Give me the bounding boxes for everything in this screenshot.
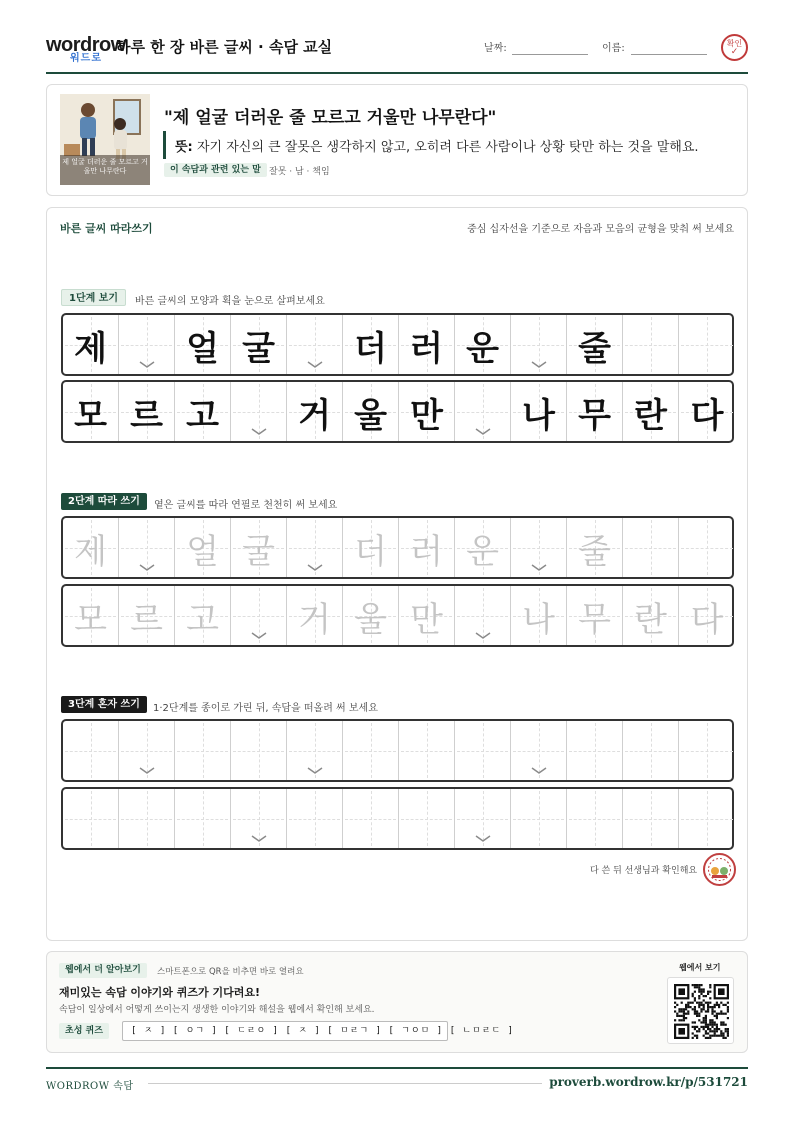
footer-brand: WORDROW 속담	[46, 1081, 134, 1092]
grid-char: 굴	[242, 329, 275, 369]
space-chevron-icon	[138, 361, 156, 369]
grid-cell[interactable]	[343, 789, 399, 848]
grid-cell[interactable]	[175, 721, 231, 780]
grid-cell	[63, 315, 119, 374]
grid-cell[interactable]	[287, 721, 343, 780]
grid-cell	[511, 315, 567, 374]
grid-char: 러	[410, 532, 443, 572]
grid-cell[interactable]	[119, 721, 175, 780]
step1-desc: 바른 글씨의 모양과 획을 눈으로 살펴보세요	[135, 296, 325, 307]
space-chevron-icon	[530, 767, 548, 775]
quiz-box: [ ㅈ ] [ ㅇㄱ ] [ ㄷㄹㅇ ] [ ㅈ ] [ ㅁㄹㄱ ] [ ㄱㅇㅁ ] [ ㄴㅁㄹㄷ ]	[122, 1021, 448, 1041]
grid-char: 란	[634, 396, 667, 436]
page-title: 하루 한 장 바른 글씨 · 속담 교실	[116, 38, 333, 56]
proverb-card	[46, 84, 748, 196]
grid-cell[interactable]	[287, 789, 343, 848]
writing-row[interactable]	[61, 516, 734, 579]
grid-cell[interactable]	[623, 586, 679, 645]
grid-cell	[455, 382, 511, 441]
web-headline: 재미있는 속담 이야기와 퀴즈가 기다려요!	[59, 986, 260, 999]
space-chevron-icon	[306, 767, 324, 775]
grid-char: 고	[186, 396, 219, 436]
grid-char: 무	[578, 396, 611, 436]
space-chevron-icon	[306, 564, 324, 572]
grid-char: 나	[522, 396, 555, 436]
grid-char: 거	[298, 600, 331, 640]
teacher-stamp-icon	[703, 853, 736, 886]
grid-cell[interactable]	[119, 518, 175, 577]
footer-url[interactable]: proverb.wordrow.kr/p/531721	[549, 1075, 748, 1089]
grid-cell	[175, 382, 231, 441]
writing-row[interactable]	[61, 584, 734, 647]
meaning-text: 자기 자신의 큰 잘못은 생각하지 않고, 오히려 다른 사람이나 상황 탓만 하는 것을 말해요.	[197, 140, 699, 155]
grid-cell	[679, 315, 735, 374]
space-chevron-icon	[474, 428, 492, 436]
grid-char: 다	[690, 600, 724, 640]
space-chevron-icon	[306, 361, 324, 369]
step3-desc: 1·2단계를 종이로 가린 뒤, 속담을 떠올려 써 보세요	[153, 703, 378, 714]
grid-cell[interactable]	[119, 789, 175, 848]
grid-cell	[287, 315, 343, 374]
grid-char: 만	[410, 396, 443, 436]
grid-cell[interactable]	[287, 518, 343, 577]
quiz-badge: 초성 퀴즈	[59, 1023, 109, 1039]
qr-label: 웹에서 보기	[679, 963, 721, 972]
grid-cell	[119, 315, 175, 374]
grid-cell	[567, 315, 623, 374]
grid-cell	[399, 382, 455, 441]
grid-cell	[455, 315, 511, 374]
wordrow-logo	[46, 34, 126, 64]
proverb-title: "제 얼굴 더러운 줄 모르고 거울만 나무란다"	[164, 108, 497, 128]
grid-cell[interactable]	[511, 789, 567, 848]
grid-char: 얼	[186, 329, 219, 369]
space-chevron-icon	[474, 632, 492, 640]
check-note: 다 쓴 뒤 선생님과 확인해요	[590, 866, 698, 876]
grid-cell[interactable]	[343, 518, 399, 577]
grid-cell	[343, 382, 399, 441]
space-chevron-icon	[138, 767, 156, 775]
grid-cell[interactable]	[511, 518, 567, 577]
writing-row[interactable]	[61, 787, 734, 850]
grid-cell[interactable]	[287, 586, 343, 645]
grid-cell[interactable]	[63, 518, 119, 577]
grid-char: 울	[354, 600, 387, 640]
footer-divider	[148, 1083, 542, 1084]
grid-char: 란	[634, 600, 667, 640]
grid-char: 제	[74, 329, 107, 369]
grid-char: 더	[354, 532, 387, 572]
grid-char: 운	[466, 532, 499, 572]
practice-title: 바른 글씨 따라쓰기	[60, 222, 153, 235]
space-chevron-icon	[250, 428, 268, 436]
grid-cell[interactable]	[399, 586, 455, 645]
grid-cell[interactable]	[679, 721, 735, 780]
grid-cell	[343, 315, 399, 374]
check-stamp-icon: 확인 ✓	[721, 34, 748, 61]
grid-cell	[63, 382, 119, 441]
grid-cell[interactable]	[175, 586, 231, 645]
grid-cell[interactable]	[63, 789, 119, 848]
meaning-accent-bar	[163, 131, 166, 159]
writing-row[interactable]	[61, 719, 734, 782]
grid-cell[interactable]	[119, 586, 175, 645]
grid-cell[interactable]	[567, 518, 623, 577]
grid-cell	[119, 382, 175, 441]
grid-char: 만	[410, 600, 443, 640]
name-field[interactable]	[631, 54, 707, 55]
grid-cell[interactable]	[231, 518, 287, 577]
space-chevron-icon	[474, 835, 492, 843]
step2-badge: 2단계 따라 쓰기	[61, 493, 147, 510]
space-chevron-icon	[138, 564, 156, 572]
grid-cell[interactable]	[175, 789, 231, 848]
grid-cell[interactable]	[623, 518, 679, 577]
grid-cell[interactable]	[567, 789, 623, 848]
grid-char: 얼	[186, 532, 219, 572]
grid-cell[interactable]	[231, 789, 287, 848]
grid-cell	[175, 315, 231, 374]
grid-cell[interactable]	[399, 789, 455, 848]
grid-char: 모	[74, 396, 107, 436]
grid-char: 무	[578, 600, 611, 640]
grid-char: 줄	[578, 329, 611, 369]
grid-cell	[623, 315, 679, 374]
grid-cell[interactable]	[567, 721, 623, 780]
space-chevron-icon	[530, 564, 548, 572]
grid-cell[interactable]	[679, 586, 735, 645]
grid-char: 르	[130, 396, 163, 436]
page-header	[46, 28, 748, 74]
grid-cell	[511, 382, 567, 441]
qr-code[interactable]	[667, 977, 734, 1044]
web-desc: 속담이 일상에서 어떻게 쓰이는지 생생한 이야기와 해설을 웹에서 확인해 보세요.	[59, 1005, 375, 1015]
date-label: 날짜:	[484, 43, 507, 54]
grid-cell[interactable]	[567, 586, 623, 645]
practice-note: 중심 십자선을 기준으로 자음과 모음의 균형을 맞춰 써 보세요	[467, 224, 734, 235]
grid-cell[interactable]	[623, 721, 679, 780]
logo-text: wordrow	[46, 34, 126, 56]
grid-cell	[679, 382, 735, 441]
grid-char: 모	[74, 600, 107, 640]
grid-char: 더	[354, 329, 387, 369]
grid-cell	[231, 382, 287, 441]
grid-cell[interactable]	[399, 518, 455, 577]
grid-cell[interactable]	[231, 586, 287, 645]
space-chevron-icon	[530, 361, 548, 369]
writing-row	[61, 380, 734, 443]
grid-cell[interactable]	[175, 518, 231, 577]
grid-char: 고	[186, 600, 219, 640]
grid-cell	[567, 382, 623, 441]
web-badge: 웹에서 더 알아보기	[59, 963, 147, 978]
web-info-box	[46, 951, 748, 1053]
grid-cell	[231, 315, 287, 374]
grid-cell	[287, 382, 343, 441]
web-sub: 스마트폰으로 QR을 비추면 바로 열려요	[157, 967, 304, 977]
illustration-caption: 제 얼굴 더러운 줄 모르고 거울만 나무란다	[60, 155, 150, 185]
grid-cell[interactable]	[455, 721, 511, 780]
grid-char: 러	[410, 329, 443, 369]
step1-badge: 1단계 보기	[61, 289, 126, 306]
grid-char: 나	[522, 600, 555, 640]
grid-cell[interactable]	[455, 518, 511, 577]
stamp-text: 확인	[726, 38, 743, 48]
meaning-key: 뜻:	[175, 140, 193, 155]
step2-desc: 옅은 글씨를 따라 연필로 천천히 써 보세요	[154, 500, 338, 511]
footer-rule	[46, 1067, 748, 1069]
grid-cell[interactable]	[343, 586, 399, 645]
related-badge: 이 속담과 관련 있는 말	[164, 163, 267, 177]
grid-cell[interactable]	[455, 789, 511, 848]
practice-panel	[46, 207, 748, 941]
grid-char: 거	[298, 396, 331, 436]
qr-code-icon	[674, 984, 729, 1039]
grid-cell[interactable]	[511, 586, 567, 645]
grid-cell[interactable]	[63, 586, 119, 645]
date-field[interactable]	[512, 54, 588, 55]
grid-cell[interactable]	[679, 789, 735, 848]
grid-cell	[399, 315, 455, 374]
grid-char: 줄	[578, 532, 611, 572]
grid-char: 르	[130, 600, 163, 640]
space-chevron-icon	[250, 632, 268, 640]
grid-cell[interactable]	[343, 721, 399, 780]
related-words: 잘못 · 남 · 책임	[269, 167, 330, 177]
grid-cell[interactable]	[455, 586, 511, 645]
grid-cell[interactable]	[623, 789, 679, 848]
grid-char: 굴	[242, 532, 275, 572]
name-label: 이름:	[602, 43, 625, 54]
grid-cell[interactable]	[399, 721, 455, 780]
proverb-illustration	[60, 94, 150, 185]
grid-cell[interactable]	[63, 721, 119, 780]
grid-cell[interactable]	[511, 721, 567, 780]
grid-cell[interactable]	[231, 721, 287, 780]
grid-char: 울	[354, 396, 387, 436]
grid-char: 제	[74, 532, 107, 572]
writing-row	[61, 313, 734, 376]
grid-char: 다	[690, 396, 724, 436]
space-chevron-icon	[250, 835, 268, 843]
grid-cell[interactable]	[679, 518, 735, 577]
grid-cell	[623, 382, 679, 441]
grid-char: 운	[466, 329, 499, 369]
step3-badge: 3단계 혼자 쓰기	[61, 696, 147, 713]
logo-sub: 워드로	[70, 53, 102, 64]
